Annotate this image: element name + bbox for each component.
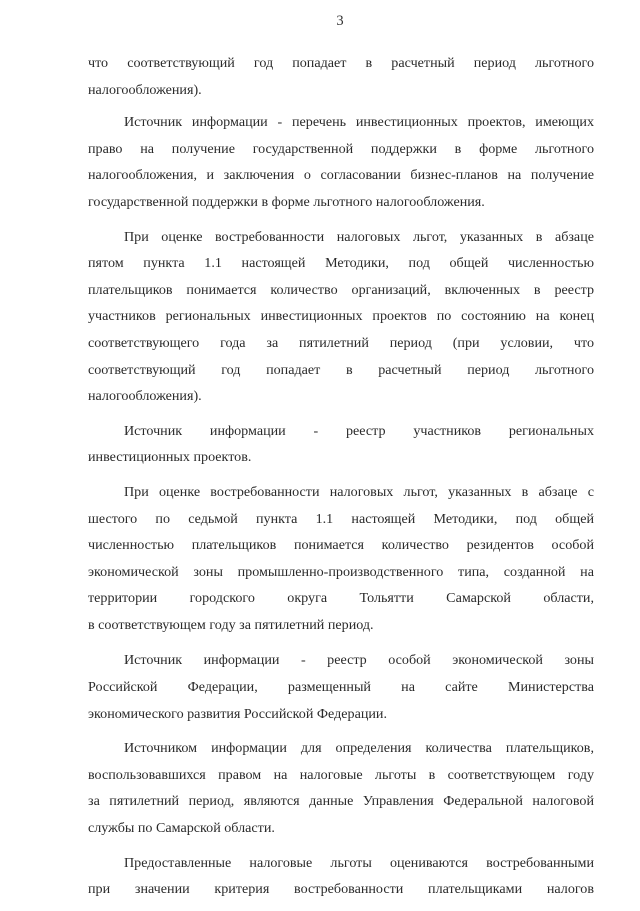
text-line: воспользовавшихся правом на налоговые льготы в соответствующем году [88,766,594,783]
text-line: Источник информации - перечень инвестиционных проектов, имеющих [124,114,594,131]
text-line: Предоставленные налоговые льготы оцениваются востребованными [124,854,594,871]
text-line: налогообложения, и заключения о согласовании бизнес-планов на получение [88,167,594,184]
text-line: право на получение государственной поддержки в форме льготного [88,140,594,157]
text-line: При оценке востребованности налоговых льгот, указанных в абзаце [124,228,594,245]
paragraph [88,647,594,727]
paragraph [88,109,594,215]
text-line: шестого по седьмой пункта 1.1 настоящей Методики, под общей [88,510,594,527]
document-body [88,50,594,911]
paragraph [88,850,594,903]
text-line: в соответствующем году за пятилетний период. [88,616,374,633]
paragraph [88,224,594,410]
text-line: При оценке востребованности налоговых льгот, указанных в абзаце с [124,483,594,500]
text-line: налогообложения). [88,81,202,98]
text-line: экономического развития Российской Федерации. [88,705,387,722]
text-line: участников региональных инвестиционных проектов по состоянию на конец [88,308,594,325]
text-line: соответствующего года за пятилетний период (при условии, что [88,334,594,351]
text-line: Источник информации - реестр особой экономической зоны [124,652,594,669]
text-line: службы по Самарской области. [88,820,275,837]
text-line: за пятилетний период, являются данные Управления Федеральной налоговой [88,793,594,810]
text-line: что соответствующий год попадает в расчетный период льготного [88,55,594,71]
text-line: государственной поддержки в форме льготного налогообложения. [88,193,485,210]
text-line: территории городского округа Тольятти Самарской области, [88,590,594,607]
page-number: 3 [336,13,344,29]
paragraph [88,735,594,841]
text-line: экономической зоны промышленно-производственного типа, созданной на [88,563,594,580]
text-line: численностью плательщиков понимается количество резидентов особой [88,537,594,554]
text-line: Российской Федерации, размещенный на сайте Министерства [88,679,594,696]
text-line: Источником информации для определения количества плательщиков, [124,740,594,757]
paragraph [88,418,594,471]
text-line: инвестиционных проектов. [88,449,252,466]
text-line: при значении критерия востребованности плательщиками налогов [88,881,594,898]
text-line: Источник информации - реестр участников региональных [124,422,594,439]
text-line: пятом пункта 1.1 настоящей Методики, под общей численностью [88,255,594,272]
text-line: налогообложения). [88,388,202,405]
paragraph [88,50,594,103]
text-line: соответствующий год попадает в расчетный период льготного [88,361,594,378]
paragraph [88,479,594,639]
text-line: плательщиков понимается количество организаций, включенных в реестр [88,281,594,298]
